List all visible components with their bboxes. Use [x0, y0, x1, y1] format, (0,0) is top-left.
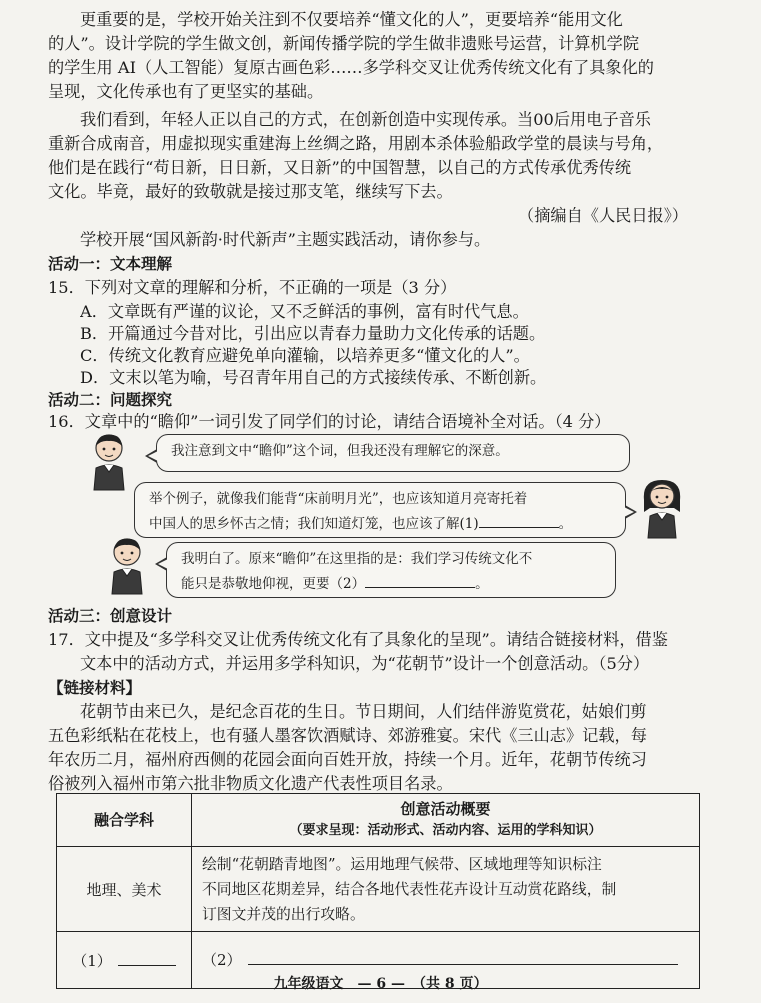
option-c: C．传统文化教育应避免单向灌输，以培养更多“懂文化的人”。: [80, 346, 530, 365]
creative-activity-table: [56, 793, 700, 989]
passage-line: 重新合成南音，用虚拟现实重建海上丝绸之路，用剧本杀体验船政学堂的晨读与号角，: [48, 134, 664, 153]
table-desc-line: 订图文并茂的出行攻略。: [202, 905, 365, 923]
link-material-line: 五色彩纸粘在花枝上，也有骚人墨客饮酒赋诗、郊游雅宴。宋代《三山志》记载，每: [48, 726, 647, 745]
dialog-bubble-2-line2: [149, 511, 611, 536]
page-footer: 九年级语文 — 6 — （共 8 页）: [273, 976, 488, 992]
boy-student-icon: [86, 432, 132, 492]
girl-student-icon: [638, 478, 686, 540]
table-header-subject: 融合学科: [57, 794, 192, 847]
activity3-heading: 活动三：创意设计: [48, 607, 173, 625]
passage-line: 我们看到，年轻人正以自己的方式，在创新创造中实现传承。当00后用电子音乐: [80, 110, 651, 129]
option-d: D．文末以笔为喻，号召青年用自己的方式接续传承、不断创新。: [80, 368, 547, 387]
passage-line: 更重要的是，学校开始关注到不仅要培养“懂文化的人”，更要培养“能用文化: [80, 10, 623, 29]
question-16: 16．文章中的“瞻仰”一词引发了同学们的讨论，请结合语境补全对话。（4 分）: [48, 412, 611, 431]
dialog-bubble-3-line1: 我明白了。原来“瞻仰”在这里指的是：我们学习传统文化不: [181, 551, 533, 567]
link-material-line: 花朝节由来已久，是纪念百花的生日。节日期间，人们结伴游览赏花，姑娘们剪: [80, 702, 647, 721]
passage-line: 的人”。设计学院的学生做文创，新闻传播学院的学生做非遗账号运营，计算机学院: [48, 34, 640, 53]
answer-blank-2[interactable]: [365, 571, 475, 588]
link-material-line: 俗被列入福州市第六批非物质文化遗产代表性项目名录。: [48, 774, 453, 793]
activity1-heading: 活动一：文本理解: [48, 255, 173, 273]
table-cell-subject: 地理、美术: [57, 847, 192, 932]
activity2-heading: 活动二：问题探究: [48, 391, 173, 409]
answer-label-1: （1）: [72, 952, 112, 970]
answer-blank-subject[interactable]: [118, 949, 176, 966]
dialog-bubble-3-line2: [181, 571, 601, 596]
dialog-bubble-2-end: 。: [558, 516, 573, 532]
activity-intro: 学校开展“国风新韵·时代新声”主题实践活动，请你参与。: [80, 230, 491, 249]
dialog-bubble-2-line1: 举个例子，就像我们能背“床前明月光”，也应该知道月亮寄托着: [149, 491, 528, 507]
table-header-row: [57, 794, 700, 847]
answer-label-2: （2）: [202, 950, 242, 969]
table-header-summary-sub: （要求呈现：活动形式、活动内容、运用的学科知识）: [289, 823, 602, 838]
dialog-bubble-3-line2-text: 能只是恭敬地仰视，更要（2）: [181, 576, 366, 592]
passage-line: 的学生用 AI（人工智能）复原古画色彩……多学科交叉让优秀传统文化有了具象化的: [48, 58, 654, 77]
link-material-line: 年农历二月，福州府西侧的花园会面向百姓开放，持续一个月。近年，花朝节传统习: [48, 750, 647, 769]
link-material-heading: 【链接材料】: [48, 679, 142, 697]
table-desc-line: 绘制“花朝踏青地图”。运用地理气候带、区域地理等知识标注: [202, 855, 602, 873]
dialog-bubble-1-text: 我注意到文中“瞻仰”这个词，但我还没有理解它的深意。: [171, 443, 509, 459]
passage-line: 文化。毕竟，最好的致敬就是接过那支笔，继续写下去。: [48, 182, 453, 201]
dialog-bubble-3-end: 。: [475, 576, 489, 592]
option-b: B．开篇通过今昔对比，引出应以青春力量助力文化传承的话题。: [80, 324, 546, 343]
table-row: [57, 847, 700, 932]
dialog-bubble-2-line2-text: 中国人的思乡怀古之情；我们知道灯笼，也应该了解(1): [149, 516, 479, 532]
question-15: 15．下列对文章的理解和分析，不正确的一项是（3 分）: [48, 278, 457, 297]
answer-blank-desc[interactable]: [248, 948, 678, 965]
passage-line: 呈现，文化传承也有了更坚实的基础。: [48, 82, 324, 101]
table-header-summary: [192, 794, 700, 847]
question-17: 17．文中提及“多学科交叉让优秀传统文化有了具象化的呈现”。请结合链接材料，借鉴: [48, 630, 668, 649]
source-citation: （摘编自《人民日报》）: [518, 206, 688, 225]
passage-line: 他们是在践行“苟日新，日日新，又日新”的中国智慧，以自己的方式传承优秀传统: [48, 158, 632, 177]
question-17-cont: 文本中的活动方式，并运用多学科知识，为“花朝节”设计一个创意活动。（5分）: [80, 654, 650, 673]
boy-student-icon: [104, 536, 150, 596]
table-header-summary-title: 创意活动概要: [400, 800, 491, 818]
dialog-bubble-1: [156, 434, 630, 472]
table-desc-line: 不同地区花期差异，结合各地代表性花卉设计互动赏花路线，制: [202, 880, 617, 898]
option-a: A．文章既有严谨的议论，又不乏鲜活的事例，富有时代气息。: [80, 302, 529, 321]
table-cell-desc: [192, 847, 700, 932]
dialog-bubble-2: [134, 482, 626, 538]
dialog-bubble-3: [166, 542, 616, 598]
answer-blank-1[interactable]: [479, 511, 559, 528]
